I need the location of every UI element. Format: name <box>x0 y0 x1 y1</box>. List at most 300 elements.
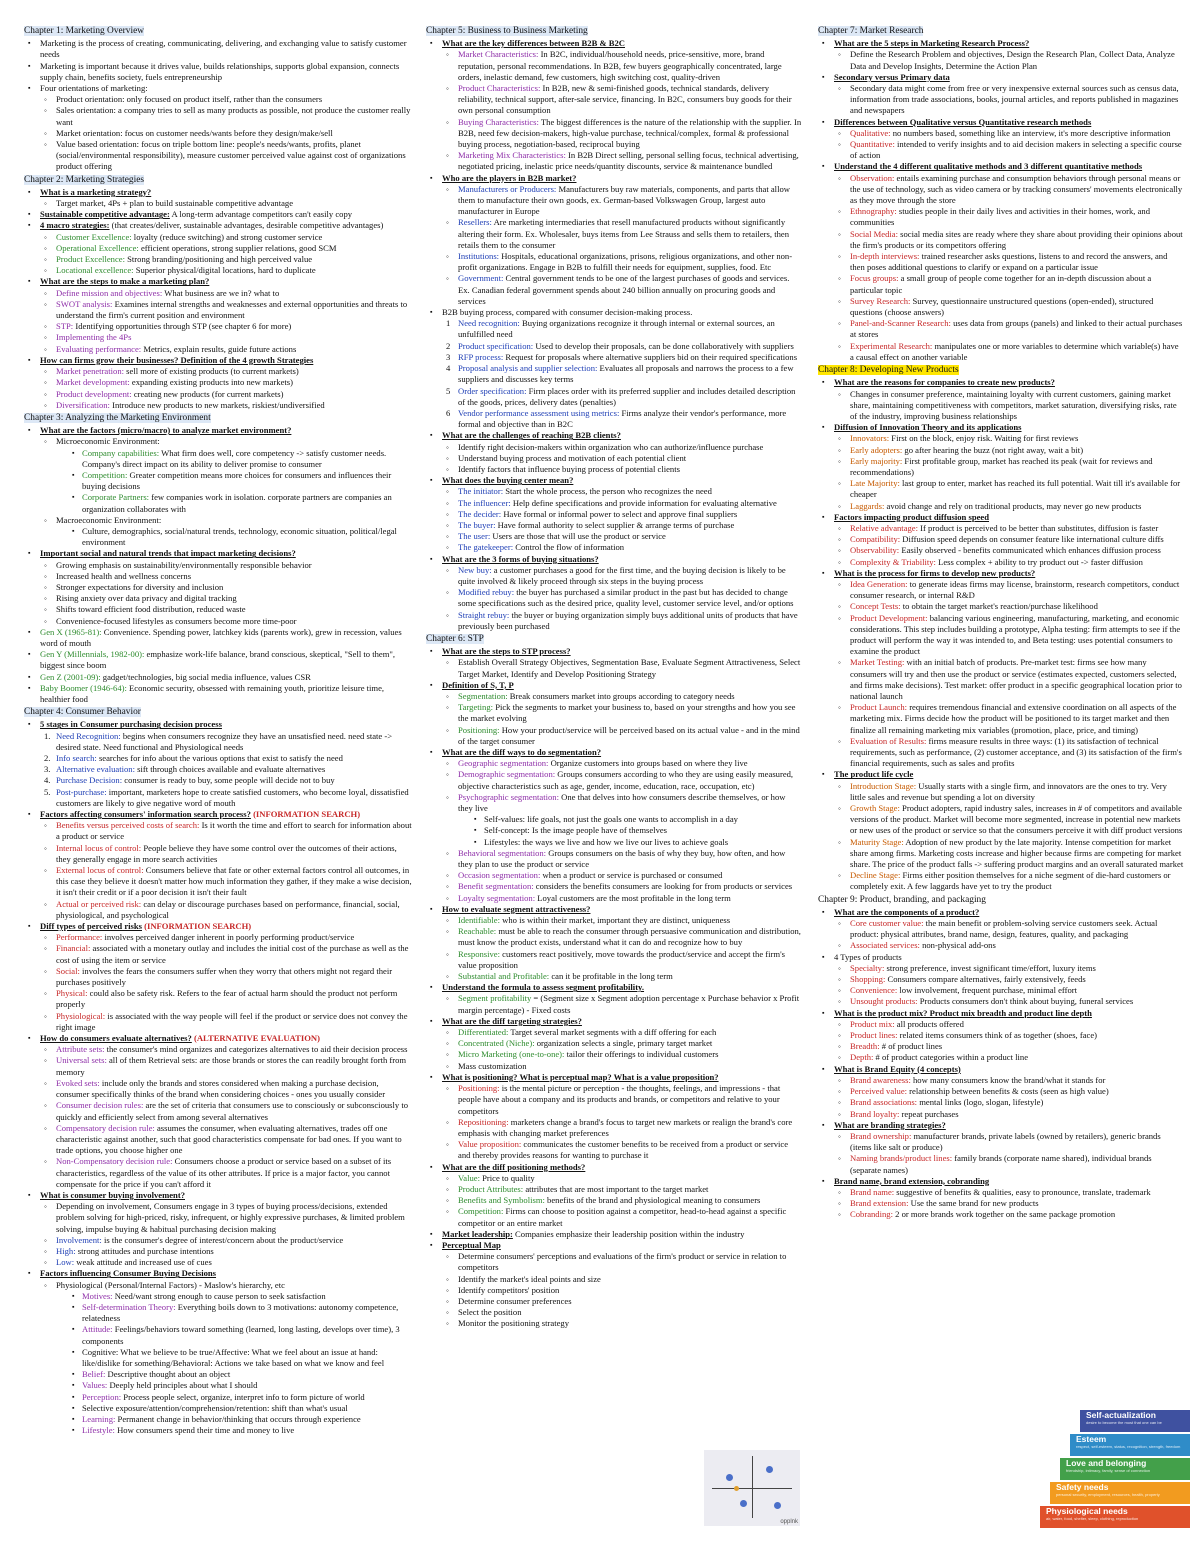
note-item <box>818 1209 1184 1220</box>
note-item <box>818 1064 1184 1075</box>
bullet-icon: ◦ <box>838 456 841 466</box>
column-left <box>24 24 412 1436</box>
note-item <box>818 512 1184 523</box>
bullet-icon: ▪ <box>822 907 825 916</box>
note-text: # of product lines <box>879 1041 943 1052</box>
bullet-icon: ◦ <box>446 117 449 127</box>
note-term: Non-Compensatory decision rule: <box>56 1156 173 1167</box>
chapter-heading <box>818 365 1184 376</box>
bullet-icon: ◦ <box>446 453 449 463</box>
note-term: Product lines: <box>850 1030 898 1041</box>
bullet-icon: 5 <box>446 385 451 396</box>
note-text: expanding existing products into new markets) <box>129 377 293 388</box>
note-text: Break consumers market into groups according to category needs <box>507 690 735 701</box>
note-term: Market development: <box>56 377 130 388</box>
note-term: Market leadership: <box>442 1228 513 1239</box>
bullet-icon: ◦ <box>838 986 841 996</box>
note-text: Rising anxiety over data privacy and digital tracking <box>56 593 237 604</box>
bullet-icon: ◦ <box>446 218 449 228</box>
note-item <box>24 604 412 615</box>
bullet-icon: ◦ <box>838 1199 841 1209</box>
pyramid-level-caption: friendship, intimacy, family, sense of connection <box>1066 1468 1151 1473</box>
note-item <box>24 400 412 411</box>
note-term: What are the diff ways to do segmentation? <box>442 747 602 757</box>
note-text: requires tremendous financial and extensive coordination on all aspects of the marketing mix. Firms decide how the product will be positioned to its target market and then finalize all remaining marketing mix variables (promotion, place, price, and timing) <box>850 702 1177 735</box>
note-text: trained researcher asks questions, listens to and record the answers, and then poses additional questions to clarify or expand on a particular issue <box>850 251 1168 273</box>
note-item <box>24 83 412 94</box>
note-term: What are the factors (micro/macro) to analyze market environment? <box>40 425 292 436</box>
note-item <box>24 820 412 842</box>
bullet-icon: ◦ <box>44 389 47 399</box>
note-term: Attribute sets: <box>56 1044 105 1055</box>
bullet-icon: ◦ <box>44 1258 47 1268</box>
bullet-icon: ◦ <box>838 523 841 533</box>
chapter-heading <box>818 895 1184 906</box>
note-text: If product is perceived to be better than substitutes, diffusion is faster <box>918 522 1159 533</box>
note-item <box>24 220 412 231</box>
note-text: Evaluates all proposals and narrows the process to a few suppliers and discusses key terms <box>458 363 794 385</box>
note-item <box>24 232 412 243</box>
note-item <box>426 825 802 836</box>
note-term: Cobranding: <box>850 1209 893 1220</box>
note-item <box>24 731 412 753</box>
bullet-icon: ▪ <box>822 568 825 577</box>
bullet-icon: ▪ <box>28 39 31 48</box>
note-term: Values: <box>82 1380 108 1391</box>
note-term: Product Development: <box>850 612 928 623</box>
bullet-icon: ◦ <box>44 582 47 592</box>
bullet-icon: ◦ <box>446 1252 449 1262</box>
note-item <box>426 1251 802 1273</box>
chapter-heading <box>818 26 1184 37</box>
note-text: Feelings/behaviors toward something (learned, long lasting, develops over time), 3 components <box>82 1324 400 1346</box>
note-text: relationship between benefits & costs (seen as high value) <box>907 1086 1109 1097</box>
note-term: Post-purchase: <box>56 786 107 797</box>
note-term: Idea Generation: <box>850 578 908 589</box>
note-item <box>426 949 802 971</box>
bullet-icon: ▪ <box>72 1291 75 1300</box>
note-item <box>24 943 412 965</box>
bullet-icon: ◦ <box>838 341 841 351</box>
perceptual-map-point <box>766 1466 773 1473</box>
note-item <box>818 1086 1184 1097</box>
perceptual-map-y-axis <box>752 1456 753 1518</box>
note-text: creating new products (for current markets) <box>131 388 284 399</box>
bullet-icon: ◦ <box>838 128 841 138</box>
bullet-icon: ▪ <box>430 308 433 317</box>
note-item <box>24 1044 412 1055</box>
bullet-icon: ▪ <box>822 1064 825 1073</box>
note-text: strong preference, invest significant time/effort, luxury items <box>884 962 1096 973</box>
note-text: Self-values: life goals, not just the goals one wants to accomplish in a day <box>484 814 738 825</box>
chapter-heading <box>24 175 412 186</box>
note-term: Resellers: <box>458 217 492 228</box>
bullet-icon: ◦ <box>838 613 841 623</box>
note-text: Product adopters, rapid industry sales, increases in # of competitors and available versions of the product. Market will become more segmented, increase in potential new markets or new uses of the product or service so that the consumers perceive it with diff product versions <box>850 803 1183 836</box>
note-item <box>24 1055 412 1077</box>
note-item <box>818 769 1184 780</box>
note-text: In B2C, individual/household needs, price-sensitive, more, brand reputation, personal recommendations. In B2B, few buyers geographically concentrated, large orders, inelastic demand, few customers, high switching cost, quality-driven <box>458 49 782 82</box>
bullet-icon: ◦ <box>44 95 47 105</box>
note-text: Identify competitors' position <box>458 1284 560 1295</box>
bullet-icon: ◦ <box>838 658 841 668</box>
note-text: Firms analyze their vendor's performance, more formal and objective than in B2C <box>458 407 787 430</box>
bullet-icon: ▪ <box>822 72 825 81</box>
note-term: Breadth: <box>850 1041 880 1052</box>
note-text: Consumers believe that fate or other external factors control all outcomes, in this case they believe it doesn't matter how much information they gather, if they make a wise decision, it isn't their credit or if a poor decision it isn't their fault <box>56 865 412 898</box>
note-term: Experimental Research: <box>850 340 933 351</box>
bullet-icon: ◦ <box>44 616 47 626</box>
note-item <box>24 932 412 943</box>
note-item <box>426 1296 802 1307</box>
bullet-icon: ◦ <box>44 378 47 388</box>
note-term: Government: <box>458 273 504 284</box>
note-item <box>24 1123 412 1157</box>
note-item <box>426 680 802 691</box>
note-item <box>818 296 1184 318</box>
note-text: Target several market segments with a diff offering for each <box>508 1027 717 1038</box>
bullet-icon: ▪ <box>822 1176 825 1185</box>
note-text: are the set of criteria that consumers use to consciously or subconsciously to quickly and efficiently select from among several alternatives <box>56 1100 409 1122</box>
note-term: What are the components of a product? <box>834 906 980 917</box>
note-text: with an initial batch of products. Pre-market test: firms see how many consumers will try and then use the product or service (estimates expected, customers selected, and firms make decisions). Test market: offer product in a specific geographical location prior to national launch <box>850 657 1182 701</box>
bullet-icon: ▪ <box>72 1403 75 1412</box>
note-term: Responsive: <box>458 948 501 959</box>
bullet-icon: ◦ <box>44 437 47 447</box>
note-term: Brand ownership: <box>850 1130 912 1141</box>
note-item <box>24 470 412 492</box>
note-text: Growing emphasis on sustainability/environmentally responsible behavior <box>56 559 312 570</box>
note-text: Less complex + ability to try product out -> faster diffusion <box>935 556 1143 567</box>
note-text: Firm places order with its preferred supplier and includes detailed description of the goods, prices, delivery dates (penalties) <box>458 385 796 407</box>
note-item <box>24 61 412 83</box>
note-text: is the consumer's degree of interest/concern about the product/service <box>101 1234 344 1245</box>
note-item <box>426 691 802 702</box>
bullet-icon: ◦ <box>446 487 449 497</box>
bullet-icon: ◦ <box>44 140 47 150</box>
bullet-icon: ▪ <box>430 647 433 656</box>
note-item <box>426 814 802 825</box>
note-item <box>426 542 802 553</box>
pyramid-level-label: Esteem <box>1076 1434 1107 1444</box>
note-item <box>818 870 1184 892</box>
note-text: must be able to reach the consumer through persuasive communication and distribution, must know the product exists, understand what it can do and recognize how to buy <box>458 926 801 948</box>
bullet-icon: ◦ <box>446 1184 449 1194</box>
note-item <box>24 1369 412 1380</box>
bullet-icon: 4. <box>44 775 51 786</box>
bullet-icon: ▪ <box>430 748 433 756</box>
note-term: Survey Research: <box>850 295 911 306</box>
bullet-icon: ◦ <box>838 1187 841 1197</box>
bullet-icon: ◦ <box>446 703 449 713</box>
note-item <box>24 1291 412 1302</box>
note-text: B2B buying process, compared with consumer decision-making process. <box>442 307 693 318</box>
note-text: how many consumers know the brand/what it stands for <box>910 1074 1106 1085</box>
note-term: What are branding strategies? <box>834 1119 946 1130</box>
bullet-icon: ◦ <box>44 560 47 570</box>
bullet-icon: ◦ <box>446 882 449 892</box>
perceptual-map-figure <box>704 1450 800 1526</box>
note-term: What are the 5 steps in Marketing Research Process? <box>834 38 1030 49</box>
bullet-icon: ▪ <box>822 378 825 387</box>
bullet-icon: 1. <box>44 730 51 741</box>
note-term: Qualitative: <box>850 127 891 138</box>
note-term: External locus of control: <box>56 865 144 876</box>
bullet-icon: ◦ <box>44 1235 47 1245</box>
note-item <box>818 837 1184 871</box>
bullet-icon: ◦ <box>838 1019 841 1029</box>
note-item <box>818 501 1184 512</box>
bullet-icon: ◦ <box>838 445 841 455</box>
bullet-icon: ◦ <box>44 106 47 116</box>
note-item <box>426 837 802 848</box>
note-term: What is a marketing strategy? <box>40 186 152 197</box>
note-term: Segmentation: <box>458 690 508 701</box>
bullet-icon: ◦ <box>446 520 449 530</box>
bullet-icon: ◦ <box>838 50 841 60</box>
note-term: Institutions: <box>458 251 500 262</box>
note-item <box>818 273 1184 295</box>
note-text: a customer purchases a good for the first time, and the buying decision is likely to be quite involved & likely proceed through six steps in the buying process <box>458 564 786 586</box>
note-term: How to evaluate segment attractiveness? <box>442 903 591 914</box>
note-term: Unsought products: <box>850 996 918 1007</box>
bullet-icon: ◦ <box>446 972 449 982</box>
note-term: Decline Stage: <box>850 870 901 881</box>
bullet-icon: ◦ <box>446 151 449 161</box>
note-term: What are the reasons for companies to create new products? <box>834 377 1055 388</box>
note-item <box>426 1072 802 1083</box>
chapter-heading <box>426 26 802 37</box>
bullet-icon: ▪ <box>430 1016 433 1025</box>
bullet-icon: ▪ <box>430 39 433 48</box>
bullet-icon: ▪ <box>430 680 433 689</box>
note-text: considers the benefits consumers are looking for from products or services <box>533 881 793 892</box>
note-term: Brand awareness: <box>850 1074 911 1085</box>
note-item <box>818 1120 1184 1131</box>
note-term: Differences between Qualitative versus Quantitative research methods <box>834 116 1092 127</box>
note-item <box>818 173 1184 207</box>
bullet-icon: ◦ <box>446 770 449 780</box>
bullet-icon: ▪ <box>822 1008 825 1017</box>
note-item <box>818 601 1184 612</box>
bullet-icon: ▪ <box>28 187 31 196</box>
perceptual-map-point <box>726 1474 733 1481</box>
note-item <box>24 582 412 593</box>
note-text: Adoption of new product by the late majority. Intense competition for market share among firms. Marketing costs increase and higher because firms are competing for market share. The price of the product falls -> suffering product margins and an overall saturated market <box>850 836 1184 870</box>
note-item <box>426 1049 802 1060</box>
note-text: Sales orientation: a company tries to sell as many products as possible, not produce the customer really want <box>56 105 411 127</box>
note-text: who is within their market, important they are distinct, uniqueness <box>500 915 731 926</box>
note-item <box>24 753 412 764</box>
note-term: Maturity Stage: <box>850 836 904 847</box>
note-item <box>24 187 412 198</box>
pyramid-level-caption: desire to become the most that one can be <box>1086 1420 1162 1425</box>
bullet-icon: ◦ <box>44 1202 47 1212</box>
note-term: Need Recognition: <box>56 730 121 741</box>
note-text: a small group of people come together for an in-depth discussion about a particular topic <box>850 273 1152 295</box>
note-item <box>426 49 802 83</box>
bullet-icon: ◦ <box>44 400 47 410</box>
note-item <box>24 425 412 436</box>
note-text: emphasize work-life balance, brand conscious, skeptical, "Sell to them", biggest since boom <box>40 649 396 671</box>
bullet-icon: ◦ <box>446 1039 449 1049</box>
bullet-icon: ▪ <box>474 826 477 835</box>
note-text: Convenience. Spending power, latchkey kids (parents work), grew in recession, values word of mouth <box>40 626 402 648</box>
note-term: Sustainable competitive advantage: <box>40 209 170 220</box>
bullet-icon: ◦ <box>44 1123 47 1133</box>
note-term: Gen Z (2001-09): <box>40 671 101 682</box>
note-item <box>426 926 802 948</box>
note-term: Innovators: <box>850 433 890 444</box>
note-item <box>818 613 1184 658</box>
note-text: strong attitudes and purchase intentions <box>75 1245 214 1256</box>
note-item <box>426 509 802 520</box>
bullet-icon: ◦ <box>838 1098 841 1108</box>
note-item <box>818 985 1184 996</box>
note-text: Macroeconomic Environment: <box>56 514 162 525</box>
note-text: Shifts toward efficient food distribution, reduced waste <box>56 604 246 615</box>
note-item <box>426 915 802 926</box>
note-text: social media sites are ready where they share about providing their opinions about the firm's products or its competitors offering <box>850 228 1183 250</box>
note-term: Value proposition: <box>458 1139 522 1150</box>
bullet-icon: ◦ <box>838 1154 841 1164</box>
chapter-title: Chapter 2: Marketing Strategies <box>24 174 145 185</box>
column-right <box>818 24 1184 1221</box>
note-item <box>426 307 802 318</box>
note-text: begins when consumers recognize they have an unsatisfied need. need state -> desired state. Need functional and Physiological needs <box>56 730 393 752</box>
note-text: Identify the market's ideal points and size <box>458 1273 601 1284</box>
note-text: attributes that are most important to the target market <box>523 1183 709 1194</box>
note-item <box>818 206 1184 228</box>
note-item <box>426 982 802 993</box>
note-term: What is Brand Equity (4 concepts) <box>834 1063 961 1074</box>
note-item <box>818 83 1184 117</box>
note-text: Groups consumers according to who they are using easily measured, objective characteristics such as age, gender, income, education, race, occupation, etc) <box>458 769 794 791</box>
note-text: to generate ideas firms may license, brainstorm, research competitors, conduct consumer research, or internal R&D <box>850 578 1180 601</box>
note-item <box>426 498 802 509</box>
note-text: to obtain the target market's reaction/purchase likelihood <box>900 601 1098 612</box>
note-text: non-physical add-ons <box>919 940 996 951</box>
note-item <box>426 1016 802 1027</box>
bullet-icon: ◦ <box>838 501 841 511</box>
perceptual-map-source: opplnk <box>780 1519 798 1525</box>
note-text: organization selects a single, primary target market <box>534 1038 713 1049</box>
note-item <box>426 1240 802 1251</box>
note-item <box>818 781 1184 803</box>
note-item <box>426 1038 802 1049</box>
note-item <box>24 719 412 730</box>
bullet-icon: 4 <box>446 363 451 374</box>
note-term: Physical: <box>56 988 88 999</box>
note-text: Users are those that will use the product or service <box>490 531 666 542</box>
note-text: the main benefit or problem-solving service customers seek. Actual product: physical attributes, brand name, design, features, quality, and packaging <box>850 918 1158 940</box>
bullet-icon: ◦ <box>838 1075 841 1085</box>
note-term: Micro Marketing (one-to-one): <box>458 1049 565 1060</box>
bullet-icon: ▪ <box>28 720 31 729</box>
note-term: Complexity & Triability: <box>850 556 936 567</box>
note-item <box>426 1083 802 1117</box>
bullet-icon: ◦ <box>838 434 841 444</box>
note-item <box>426 587 802 609</box>
note-item <box>24 128 412 139</box>
note-term: Relative advantage: <box>850 522 919 533</box>
bullet-icon: ◦ <box>838 703 841 713</box>
note-item <box>426 217 802 251</box>
note-item <box>818 161 1184 172</box>
bullet-icon: ◦ <box>446 184 449 194</box>
note-term: Positioning: <box>458 724 500 735</box>
bullet-icon: ◦ <box>44 299 47 309</box>
pyramid-level <box>1080 1410 1190 1432</box>
note-item <box>24 1280 412 1291</box>
note-text: Identify right decision-makers within organization who can authorize/influence purchase <box>458 441 764 452</box>
note-text: Need/want strong enough to cause person to seek satisfaction <box>112 1290 326 1301</box>
note-term: Evaluating performance: <box>56 343 142 354</box>
chapter-title: Chapter 4: Consumer Behavior <box>24 707 141 718</box>
note-item <box>24 299 412 321</box>
bullet-icon: ◦ <box>446 543 449 553</box>
note-item <box>24 593 412 604</box>
note-item <box>818 422 1184 433</box>
perceptual-map-point <box>774 1502 781 1509</box>
note-text: The biggest differences is the nature of the relationship with the supplier. In B2B, need few decision-makers, high-value purchase, technical/complex, formal & professional buying process, negotiation-based, reciprocal buying <box>458 116 802 150</box>
note-term: Universal sets: <box>56 1055 107 1066</box>
note-item <box>818 377 1184 388</box>
note-item <box>426 1206 802 1228</box>
perceptual-map-point <box>734 1486 739 1491</box>
bullet-icon: ◦ <box>44 821 47 831</box>
note-term: Customer Excellence: <box>56 231 132 242</box>
note-text: marketers change a brand's focus to target new markets or realign the brand's core emphasis with changing market preferences <box>458 1116 793 1138</box>
note-term: Important social and natural trends that impact marketing decisions? <box>40 548 296 559</box>
note-item <box>24 332 412 343</box>
bullet-icon: ◦ <box>44 199 47 209</box>
note-term: Occasion segmentation: <box>458 870 541 881</box>
perceptual-map-point <box>740 1500 747 1507</box>
note-text: Process people select, organize, interpret info to form picture of world <box>121 1391 365 1402</box>
note-item <box>24 1380 412 1391</box>
note-term: Targeting: <box>458 702 494 713</box>
chapter-heading <box>24 707 412 718</box>
column-middle <box>426 24 802 1330</box>
note-item <box>24 1190 412 1201</box>
note-item <box>426 386 802 408</box>
note-term: Brand extension: <box>850 1198 909 1209</box>
bullet-icon: ◦ <box>838 1031 841 1041</box>
note-item <box>426 565 802 587</box>
note-item <box>24 243 412 254</box>
bullet-icon: ◦ <box>446 1173 449 1183</box>
bullet-icon: ◦ <box>446 1061 449 1071</box>
note-item <box>426 610 802 632</box>
bullet-icon: 3. <box>44 764 51 775</box>
bullet-icon: 5. <box>44 786 51 797</box>
note-item <box>426 657 802 679</box>
bullet-icon: 3 <box>446 351 451 362</box>
note-item <box>426 363 802 385</box>
note-term: Factors impacting product diffusion speed <box>834 511 990 522</box>
bullet-icon: ▪ <box>28 210 31 219</box>
note-term: What does the buying center mean? <box>442 475 574 486</box>
note-item <box>426 747 802 758</box>
note-item <box>24 436 412 447</box>
note-item <box>24 265 412 276</box>
note-item <box>818 128 1184 139</box>
note-item <box>818 579 1184 601</box>
note-term: Operational Excellence: <box>56 242 139 253</box>
note-term: Convenience: <box>850 985 898 996</box>
bullet-icon: ▪ <box>28 84 31 93</box>
